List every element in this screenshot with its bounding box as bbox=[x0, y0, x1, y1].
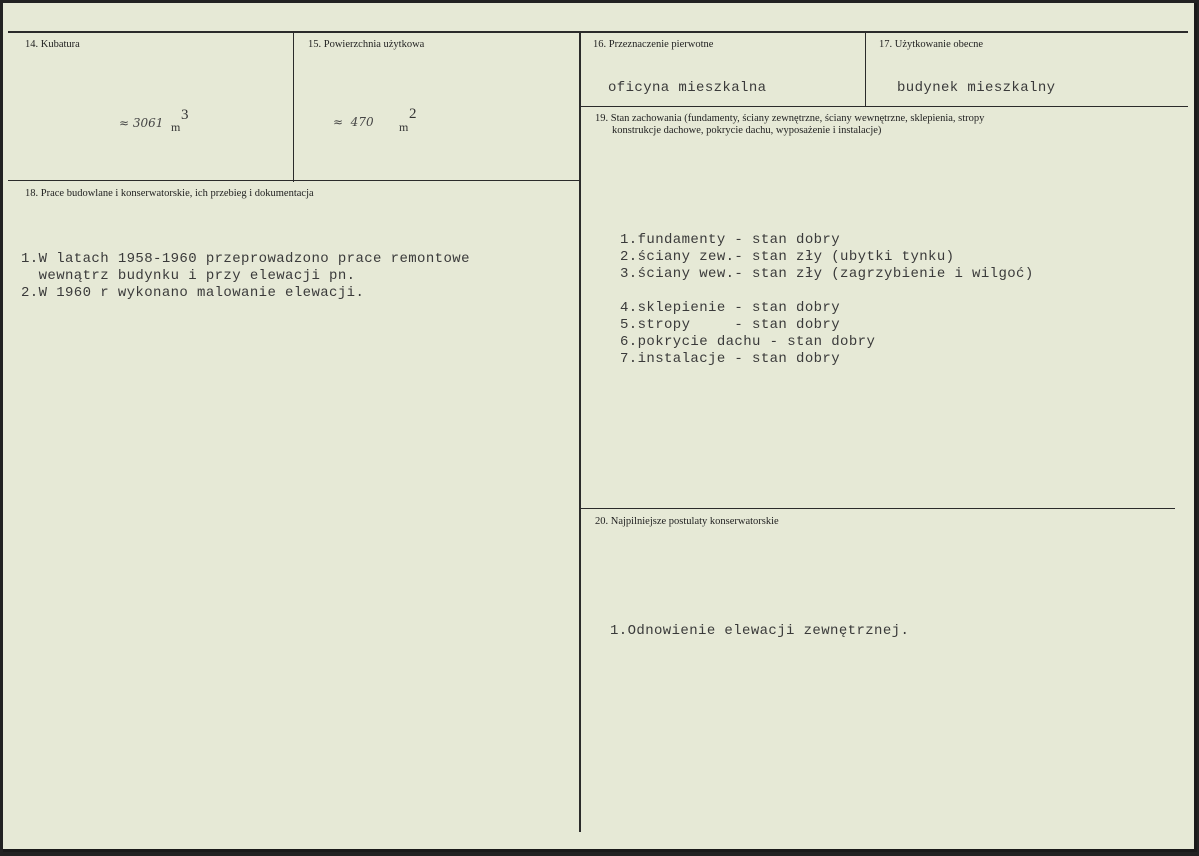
uzytkowanie-label: 17. Użytkowanie obecne bbox=[879, 39, 984, 50]
stan-line: 4.sklepienie - stan dobry bbox=[620, 300, 841, 316]
rule-row-2-right bbox=[580, 508, 1175, 509]
divider-col-3 bbox=[865, 32, 866, 106]
prace-label: 18. Prace budowlane i konserwatorskie, ich przebieg i dokumentacja bbox=[25, 188, 314, 199]
kubatura-unit: m bbox=[171, 120, 181, 134]
uzytkowanie-value: budynek mieszkalny bbox=[897, 80, 1056, 96]
stan-line: 2.ściany zew.- stan zły (ubytki tynku) bbox=[620, 249, 955, 265]
powierzchnia-label: 15. Powierzchnia użytkowa bbox=[308, 39, 425, 50]
postulaty-line: 1.Odnowienie elewacji zewnętrznej. bbox=[610, 623, 910, 639]
rule-row-1-left bbox=[8, 180, 580, 181]
record-card bbox=[3, 3, 1197, 852]
przeznaczenie-value: oficyna mieszkalna bbox=[608, 80, 767, 96]
stan-line: 5.stropy - stan dobry bbox=[620, 317, 841, 333]
rule-row-1-right bbox=[580, 106, 1188, 107]
prace-line: 1.W latach 1958-1960 przeprowadzono prace remontowe bbox=[21, 251, 470, 267]
top-rule bbox=[8, 31, 1188, 33]
stan-line: 7.instalacje - stan dobry bbox=[620, 351, 841, 367]
kubatura-label: 14. Kubatura bbox=[25, 39, 80, 50]
stan-label-line-1: 19. Stan zachowania (fundamenty, ściany zewnętrzne, ściany wewnętrzne, sklepienia, stropy bbox=[595, 113, 985, 124]
prace-line: wewnątrz budynku i przy elewacji pn. bbox=[21, 268, 356, 284]
stan-line: 1.fundamenty - stan dobry bbox=[620, 232, 841, 248]
kubatura-exponent: 3 bbox=[181, 107, 189, 123]
postulaty-label: 20. Najpilniejsze postulaty konserwatorskie bbox=[595, 516, 779, 527]
stan-line: 6.pokrycie dachu - stan dobry bbox=[620, 334, 876, 350]
powierzchnia-value: ≈ 470 bbox=[333, 115, 374, 129]
powierzchnia-exponent: 2 bbox=[409, 106, 417, 122]
divider-col-2 bbox=[579, 32, 581, 832]
stan-line: 3.ściany wew.- stan zły (zagrzybienie i wilgoć) bbox=[620, 266, 1034, 282]
stan-label-line-2: konstrukcje dachowe, pokrycie dachu, wyposażenie i instalacje) bbox=[612, 125, 882, 136]
prace-line: 2.W 1960 r wykonano malowanie elewacji. bbox=[21, 285, 365, 301]
kubatura-value: ≈ 3061 bbox=[119, 116, 164, 130]
divider-col-1 bbox=[293, 32, 294, 182]
powierzchnia-unit: m bbox=[399, 120, 409, 134]
przeznaczenie-label: 16. Przeznaczenie pierwotne bbox=[593, 39, 714, 50]
